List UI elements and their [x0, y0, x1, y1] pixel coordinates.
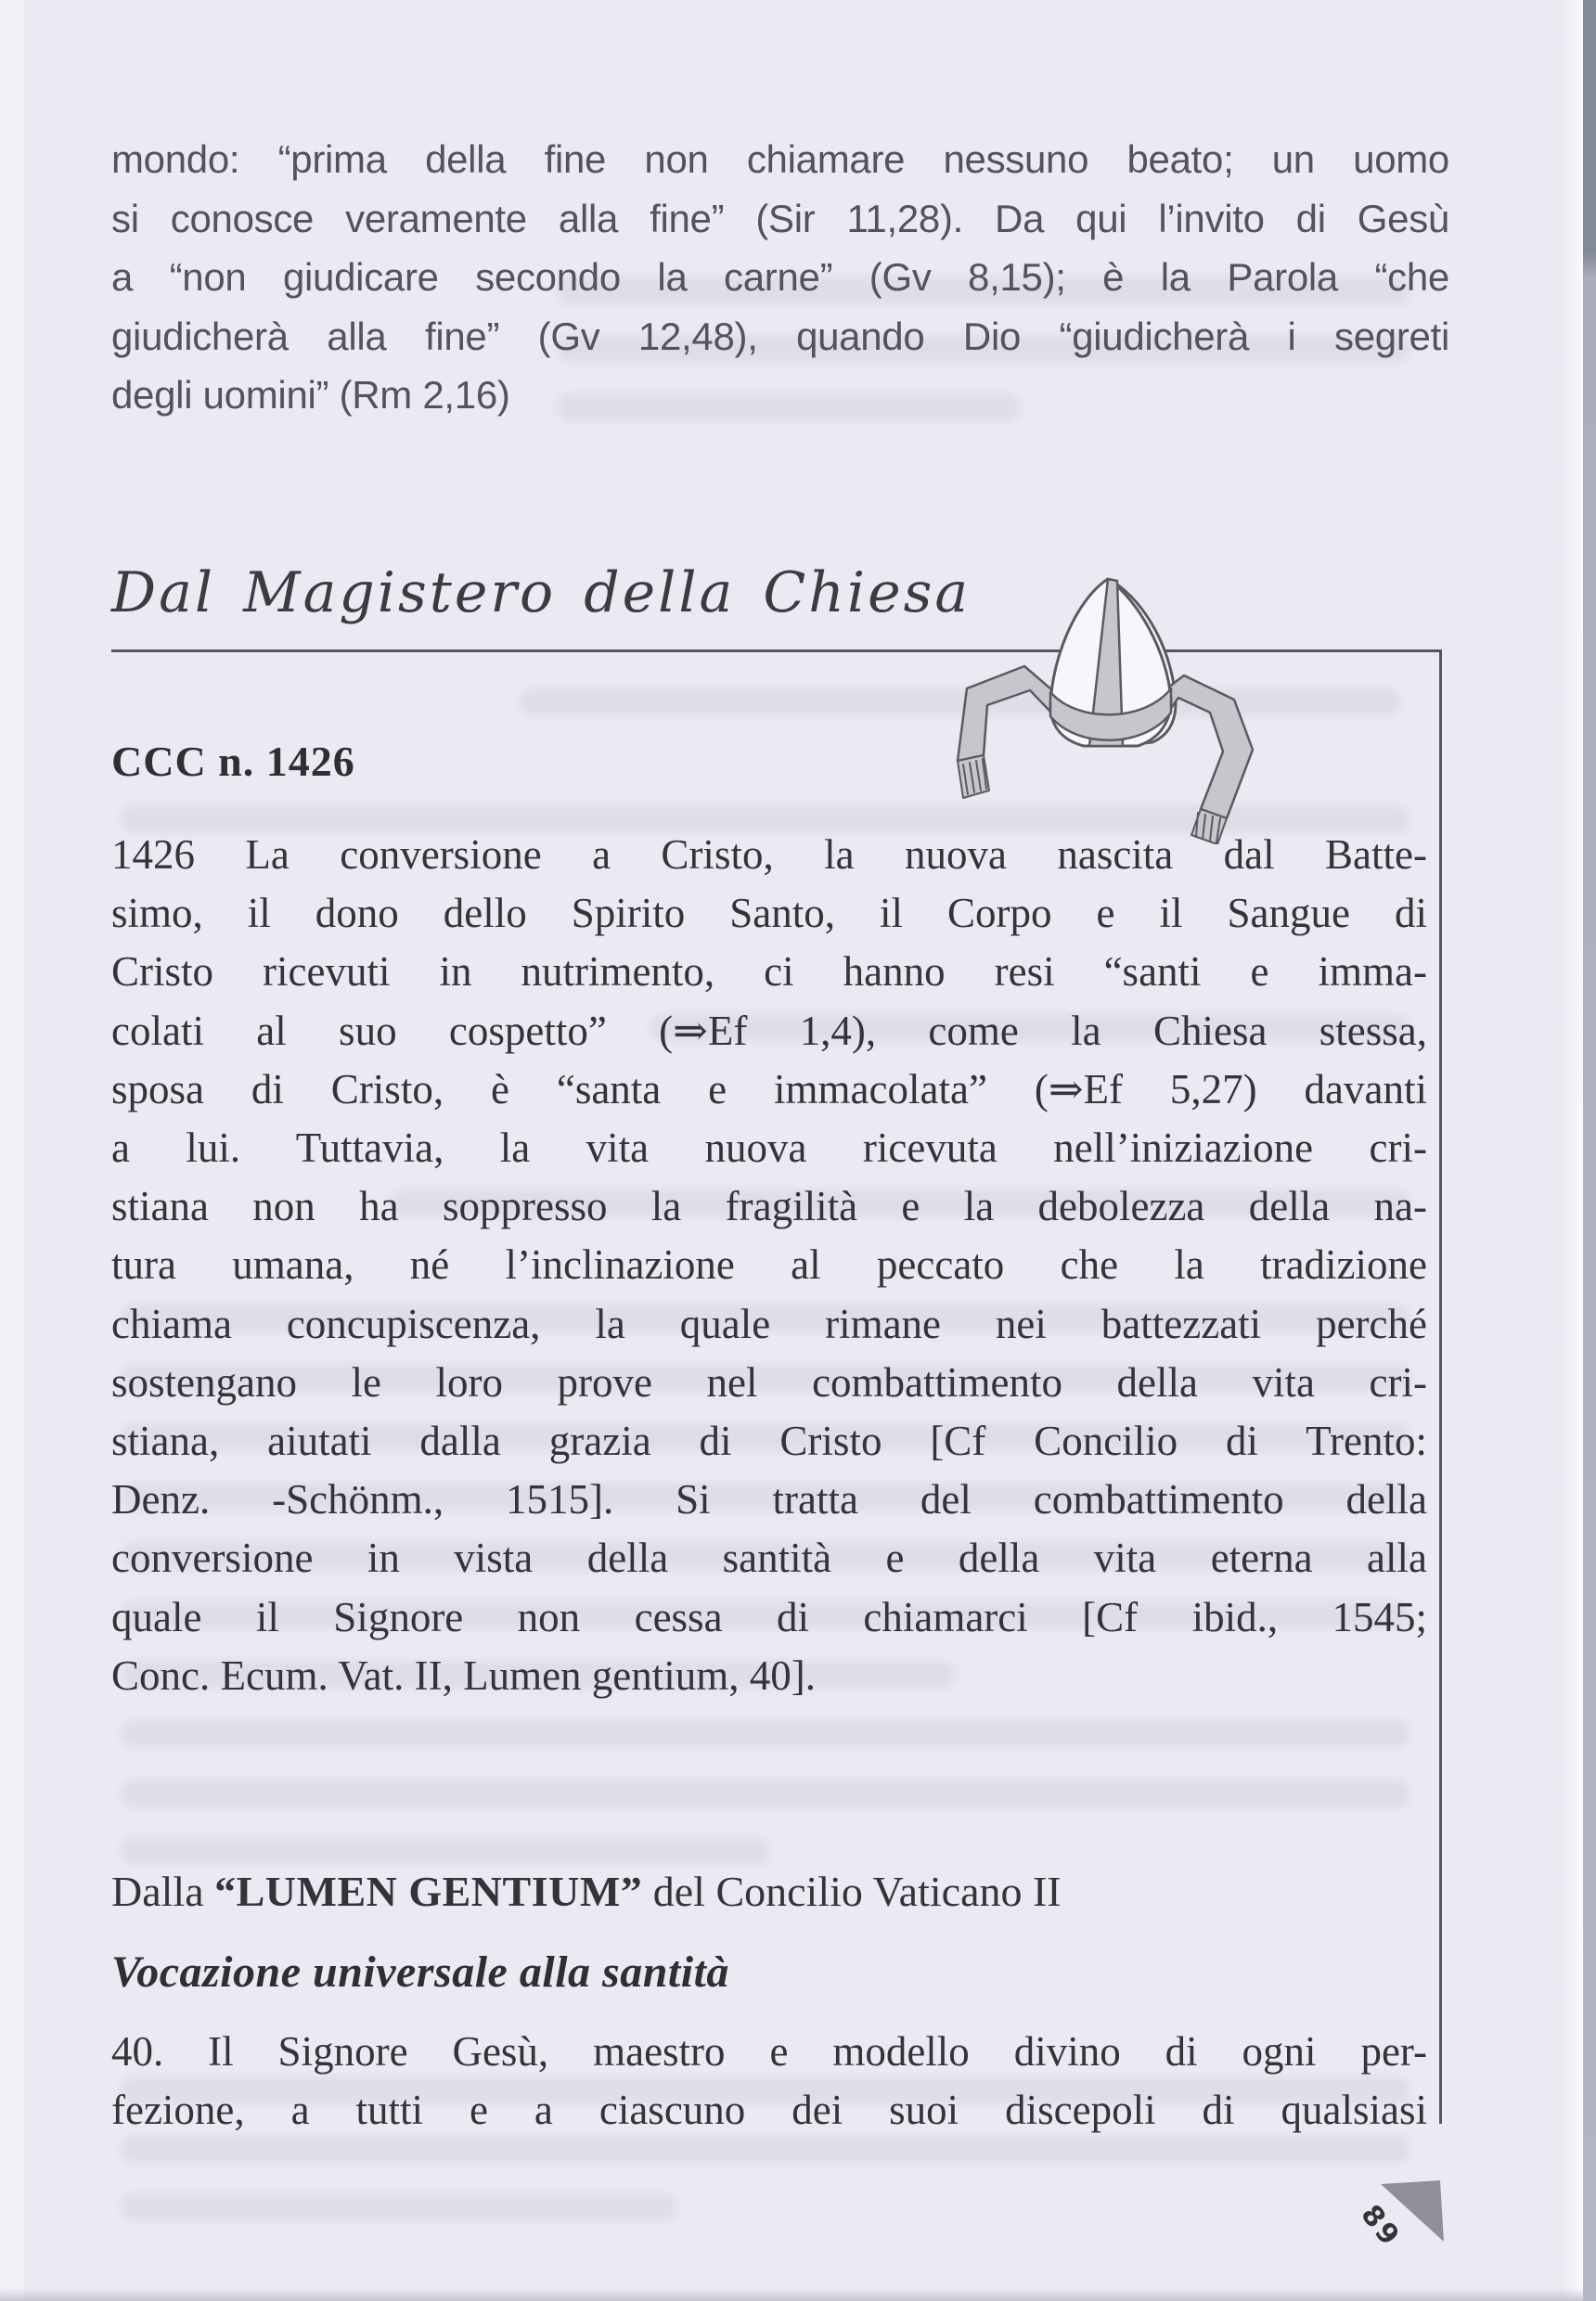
paragraph-line: degli uomini” (Rm 2,16) [111, 373, 510, 417]
lumen-intro-title: “LUMEN GENTIUM” [214, 1868, 643, 1915]
paragraph-line: a lui. Tuttavia, la vita nuova ricevuta nell’iniziazione cri- [111, 1125, 1427, 1172]
paragraph-line: si conosce veramente alla fine” (Sir 11,28). Da qui l’invito di Gesù [111, 196, 1449, 240]
paragraph-line: Denz. -Schönm., 1515]. Si tratta del combattimento della [111, 1476, 1427, 1523]
paragraph-line: 40. Il Signore Gesù, maestro e modello divino di ogni per- [111, 2028, 1427, 2075]
bleedthrough-line [121, 1837, 770, 1865]
page-right-edge-highlight [1561, 0, 1583, 2301]
paragraph-line: stiana, aiutati dalla grazia di Cristo [Cf Concilio di Trento: [111, 1418, 1427, 1465]
paragraph-line: colati al suo cospetto” (⇒Ef 1,4), come la Chiesa stessa, [111, 1007, 1427, 1054]
paragraph-line: Cristo ricevuti in nutrimento, ci hanno resi “santi e imma- [111, 948, 1427, 996]
page-bottom-edge-shadow [0, 2288, 1596, 2301]
page-number: 89 [1354, 2199, 1408, 2255]
paragraph-line: Conc. Ecum. Vat. II, Lumen gentium, 40]. [111, 1652, 817, 1699]
paragraph-line: fezione, a tutti e a ciascuno dei suoi discepoli di qualsiasi [111, 2087, 1427, 2133]
section-heading: Dal Magistero della Chiesa [111, 560, 972, 625]
paragraph-line: a “non giudicare secondo la carne” (Gv 8,15); è la Parola “che [111, 255, 1449, 299]
ccc-paragraph [111, 826, 1427, 1705]
paragraph-line: simo, il dono dello Spirito Santo, il Corpo e il Sangue di [111, 890, 1427, 937]
paragraph-line: mondo: “prima della fine non chiamare nessuno beato; un uomo [111, 137, 1449, 181]
bleedthrough-line [121, 2193, 677, 2221]
paragraph-line: sposa di Cristo, è “santa e immacolata” (⇒Ef 5,27) davanti [111, 1065, 1427, 1112]
paragraph-line: sostengano le loro prove nel combattimento della vita cri- [111, 1358, 1427, 1406]
bleedthrough-line [121, 1720, 1410, 1748]
page-left-edge [0, 0, 24, 2301]
bleedthrough-line [121, 1780, 1410, 1807]
paragraph-line: stiana non ha soppresso la fragilità e la debolezza della na- [111, 1183, 1427, 1230]
ccc-label: CCC n. 1426 [111, 738, 355, 785]
paragraph-line: chiama concupiscenza, la quale rimane nei battezzati perché [111, 1300, 1427, 1347]
lumen-gentium-intro [111, 1867, 1062, 1916]
section-vertical-rule [1439, 649, 1442, 2124]
page-right-edge-shadow [1583, 0, 1596, 2301]
top-paragraph [111, 130, 1449, 425]
paragraph-line: tura umana, né l’inclinazione al peccato che la tradizione [111, 1241, 1427, 1289]
paragraph-line: giudicherà alla fine” (Gv 12,48), quando Dio “giudicherà i segreti [111, 314, 1449, 358]
paragraph-line: 1426 La conversione a Cristo, la nuova nascita dal Batte- [111, 831, 1427, 878]
lumen-intro-suffix: del Concilio Vaticano II [642, 1868, 1062, 1915]
bleedthrough-line [121, 2136, 1410, 2164]
mitre-icon [939, 566, 1255, 844]
lumen-paragraph [111, 2023, 1427, 2140]
paragraph-line: quale il Signore non cessa di chiamarci [Cf ibid., 1545; [111, 1593, 1427, 1640]
lumen-intro-prefix: Dalla [111, 1868, 215, 1915]
lumen-subheading: Vocazione universale alla santità [111, 1947, 729, 1997]
paragraph-line: conversione in vista della santità e della vita eterna alla [111, 1535, 1427, 1582]
